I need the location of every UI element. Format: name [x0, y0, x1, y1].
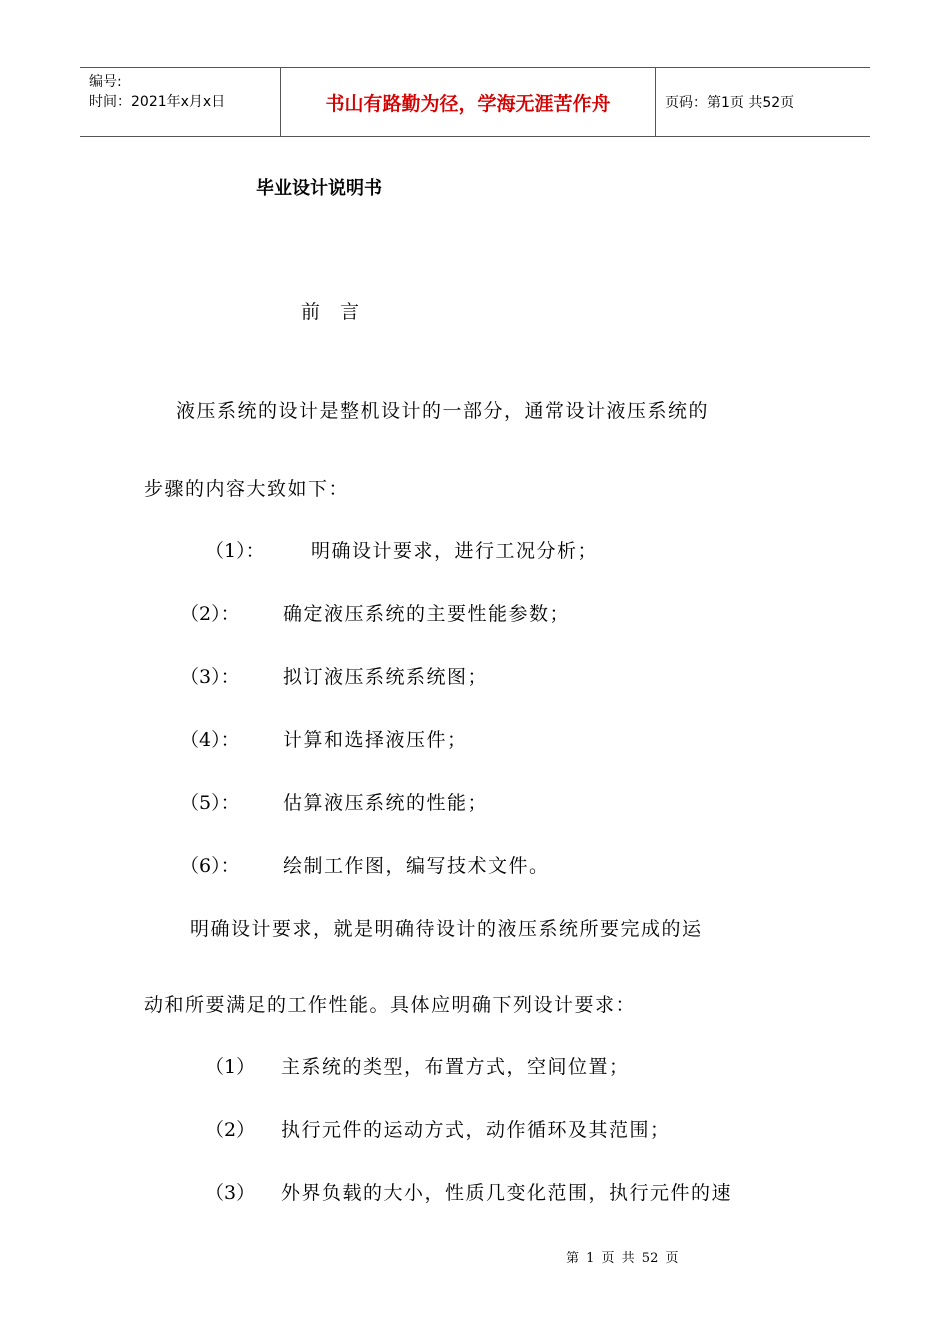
step-text: 明确设计要求，进行工况分析；	[311, 540, 599, 562]
step-number: （2）：	[180, 603, 240, 625]
requirement-text: 主系统的类型，布置方式，空间位置；	[281, 1056, 630, 1078]
date-label: 时间：2021年x月x日	[89, 94, 226, 110]
step-text: 拟订液压系统系统图；	[283, 666, 489, 688]
step-number: （4）：	[180, 729, 240, 751]
paragraph-line: 明确设计要求，就是明确待设计的液压系统所要完成的运	[190, 918, 703, 940]
page-footer: 第 1 页 共 52 页	[566, 1251, 679, 1266]
header-divider	[655, 68, 656, 136]
requirement-number: （1）	[205, 1056, 256, 1078]
step-text: 估算液压系统的性能；	[283, 792, 489, 814]
step-number: （6）：	[180, 855, 240, 877]
document-title: 毕业设计说明书	[256, 178, 382, 199]
header-page-label: 页码：第1页 共52页	[665, 95, 795, 111]
paragraph-line: 动和所要满足的工作性能。具体应明确下列设计要求：	[144, 994, 637, 1016]
paragraph-line: 步骤的内容大致如下：	[144, 478, 350, 500]
number-label: 编号:	[89, 74, 122, 90]
step-text: 确定液压系统的主要性能参数；	[283, 603, 571, 625]
requirement-number: （3）	[205, 1182, 256, 1204]
step-number: （3）：	[180, 666, 240, 688]
requirement-text: 执行元件的运动方式，动作循环及其范围；	[281, 1119, 671, 1141]
header-motto: 书山有路勤为径，学海无涯苦作舟	[325, 92, 611, 115]
header-table	[80, 67, 870, 137]
step-number: （1）：	[205, 540, 265, 562]
header-info	[89, 72, 225, 112]
step-text: 计算和选择液压件；	[283, 729, 468, 751]
requirement-text: 外界负载的大小，性质几变化范围，执行元件的速	[281, 1182, 733, 1204]
requirement-number: （2）	[205, 1119, 256, 1141]
step-text: 绘制工作图，编写技术文件。	[283, 855, 550, 877]
step-number: （5）：	[180, 792, 240, 814]
section-heading: 前言	[301, 301, 380, 323]
paragraph-line: 液压系统的设计是整机设计的一部分，通常设计液压系统的	[176, 400, 710, 422]
